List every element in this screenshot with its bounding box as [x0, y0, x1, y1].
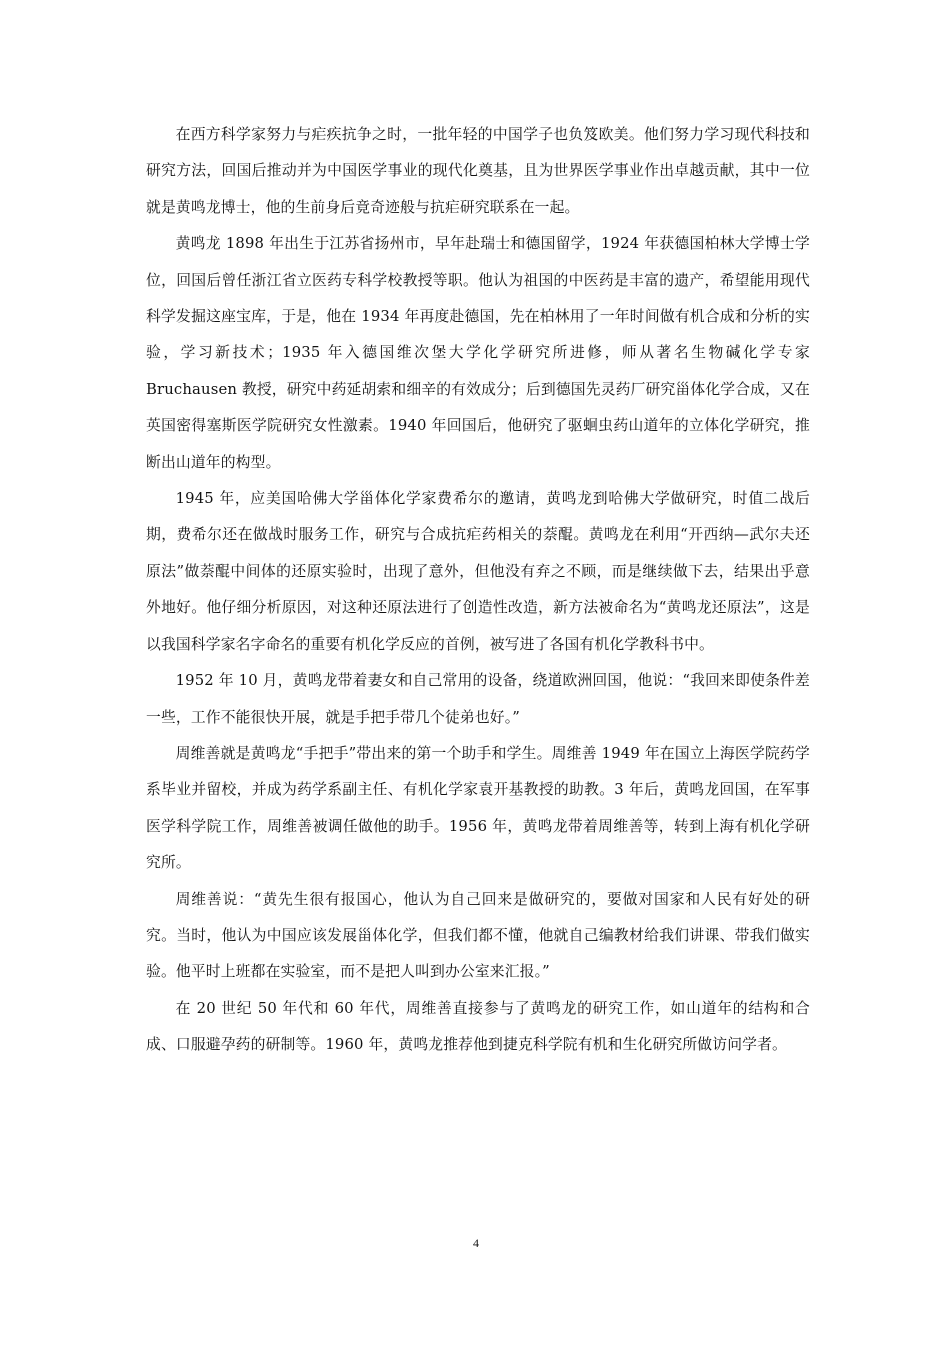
paragraph-4: 1952 年 10 月，黄鸣龙带着妻女和自己常用的设备，绕道欧洲回国，他说：“我回来即使条件差一些，工作不能很快开展，就是手把手带几个徒弟也好。” [146, 672, 810, 726]
paragraph-6: 周维善说：“黄先生很有报国心，他认为自己回来是做研究的，要做对国家和人民有好处的研究。当时，他认为中国应该发展甾体化学，但我们都不懂，他就自己编教材给我们讲课、带我们做实验。他平时上班都在实验室，而不是把人叫到办公室来汇报。” [146, 890, 810, 981]
page-number: 4 [473, 1236, 479, 1250]
paragraph-7: 在 20 世纪 50 年代和 60 年代，周维善直接参与了黄鸣龙的研究工作，如山道年的结构和合成、口服避孕药的研制等。1960 年，黄鸣龙推荐他到捷克科学院有机和生化研究所做访问学者。 [146, 999, 810, 1054]
paragraph-5: 周维善就是黄鸣龙“手把手”带出来的第一个助手和学生。周维善 1949 年在国立上海医学院药学系毕业并留校，并成为药学系副主任、有机化学家袁开基教授的助教。3 年后，黄鸣龙回国，在军事医学科学院工作，周维善被调任做他的助手。1956 年，黄鸣龙带着周维善等，转到上海有机化学研究所。 [146, 744, 810, 872]
paragraph-1: 在西方科学家努力与疟疾抗争之时，一批年轻的中国学子也负笈欧美。他们努力学习现代科技和研究方法，回国后推动并为中国医学事业的现代化奠基，且为世界医学事业作出卓越贡献，其中一位就是黄鸣龙博士，他的生前身后竟奇迹般与抗疟研究联系在一起。 [146, 126, 810, 216]
paragraph-3: 1945 年，应美国哈佛大学甾体化学家费希尔的邀请，黄鸣龙到哈佛大学做研究，时值二战后期，费希尔还在做战时服务工作，研究与合成抗疟药相关的萘醌。黄鸣龙在利用“开西纳—武尔夫还原法”做萘醌中间体的还原实验时，出现了意外，但他没有弃之不顾，而是继续做下去，结果出乎意外地好。他仔细分析原因，对这种还原法进行了创造性改造，新方法被命名为“黄鸣龙还原法”，这是以我国科学家名字命名的重要有机化学反应的首例，被写进了各国有机化学教科书中。 [146, 490, 810, 653]
paragraph-2: 黄鸣龙 1898 年出生于江苏省扬州市，早年赴瑞士和德国留学，1924 年获德国柏林大学博士学位，回国后曾任浙江省立医药专科学校教授等职。他认为祖国的中医药是丰富的遗产，希望能用现代科学发掘这座宝库，于是，他在 1934 年再度赴德国，先在柏林用了一年时间做有机合成和分析的实验，学习新技术；1935 年入德国维次堡大学化学研究所进修，师从著名生物碱化学专家 Bruchausen 教授，研究中药延胡索和细辛的有效成分；后到德国先灵药厂研究甾体化学合成，又在英国密得塞斯医学院研究女性激素。1940 年回国后，他研究了驱蛔虫药山道年的立体化学研究，推断出山道年的构型。 [146, 235, 810, 471]
body-text [146, 117, 810, 1064]
